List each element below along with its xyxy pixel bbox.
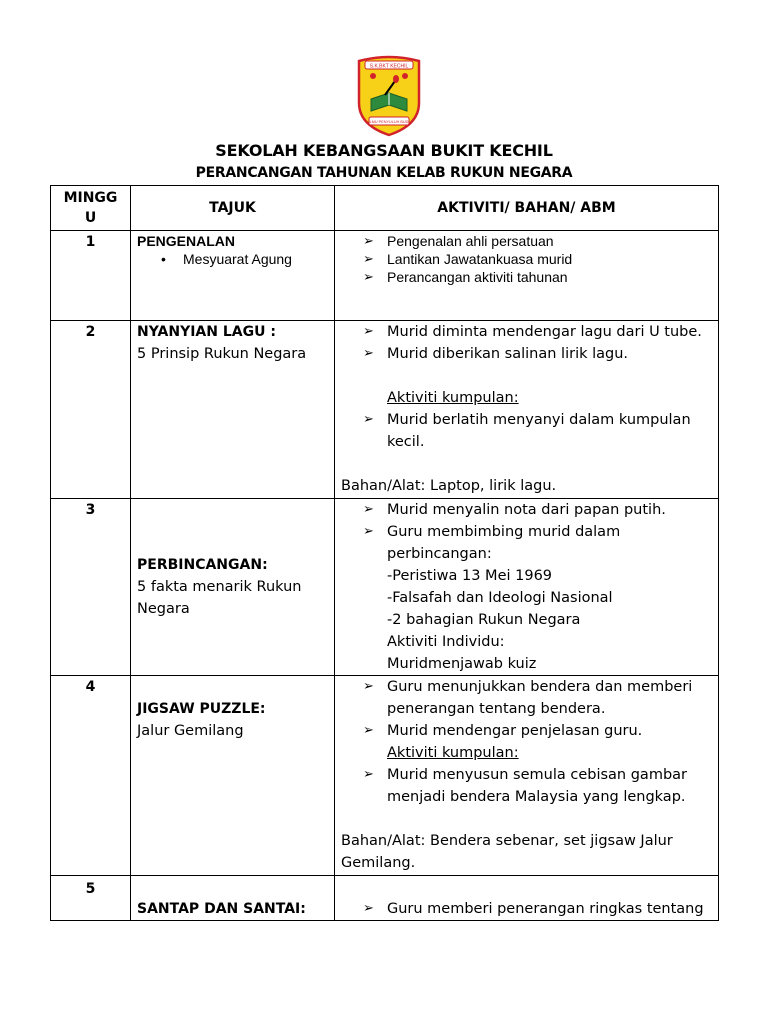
list-item: ➢ Murid diberikan salinan lirik lagu. xyxy=(341,343,712,365)
arrow-bullet-icon: ➢ xyxy=(363,412,374,427)
logo-flower-left xyxy=(370,73,376,79)
school-logo xyxy=(355,55,423,137)
list-item: • Mesyuarat Agung xyxy=(137,250,328,268)
group-activity-label: Aktiviti kumpulan: xyxy=(387,745,519,761)
arrow-bullet-icon: ➢ xyxy=(363,233,374,248)
table-row xyxy=(51,676,719,876)
activity-cell xyxy=(335,321,719,499)
arrow-bullet-icon: ➢ xyxy=(363,901,374,916)
activity-cell xyxy=(335,231,719,321)
svg-text:ILMU PENYULUH BUDI: ILMU PENYULUH BUDI xyxy=(368,120,410,124)
list-item: ➢ Guru membimbing murid dalam perbincangan: xyxy=(341,521,712,565)
topic-cell xyxy=(131,321,335,499)
document-title: PERANCANGAN TAHUNAN KELAB RUKUN NEGARA xyxy=(195,165,573,181)
list-item: ➢ Guru memberi penerangan ringkas tentang xyxy=(341,898,712,920)
topic-subtitle: 5 fakta menarik Rukun Negara xyxy=(137,579,302,617)
header-activity: AKTIVITI/ BAHAN/ ABM xyxy=(335,186,719,231)
topic-title: PENGENALAN xyxy=(137,233,236,249)
discussion-point: -2 bahagian Rukun Negara xyxy=(387,612,581,628)
list-item: ➢ Guru menunjukkan bendera dan memberi penerangan tentang bendera. xyxy=(341,676,712,720)
topic-cell xyxy=(131,499,335,676)
topic-title: SANTAP DAN SANTAI: xyxy=(137,901,306,917)
list-item: ➢ Murid diminta mendengar lagu dari U tube. xyxy=(341,321,712,343)
week-number: 5 xyxy=(51,876,131,921)
topic-subtitle: Jalur Gemilang xyxy=(137,723,244,739)
week-number: 4 xyxy=(51,676,131,876)
header-week: MINGGU xyxy=(51,186,131,231)
list-item: ➢ Murid menyusun semula cebisan gambar menjadi bendera Malaysia yang lengkap. xyxy=(341,764,712,808)
topic-cell xyxy=(131,876,335,921)
list-item: ➢ Pengenalan ahli persatuan xyxy=(363,233,554,249)
arrow-bullet-icon: ➢ xyxy=(363,269,374,284)
list-item: ➢ Perancangan aktiviti tahunan xyxy=(363,269,568,285)
topic-cell xyxy=(131,231,335,321)
activity-list xyxy=(341,898,712,920)
week-number: 2 xyxy=(51,321,131,499)
group-activity-list xyxy=(341,409,712,453)
list-item: ➢ Murid berlatih menyanyi dalam kumpulan kecil. xyxy=(341,409,712,453)
table-header-row xyxy=(51,186,719,231)
activity-cell xyxy=(335,499,719,676)
materials-text: Bahan/Alat: Bendera sebenar, set jigsaw Jalur Gemilang. xyxy=(341,833,673,871)
arrow-bullet-icon: ➢ xyxy=(363,251,374,266)
arrow-bullet-icon: ➢ xyxy=(363,723,374,738)
header-topic: TAJUK xyxy=(131,186,335,231)
activity-list xyxy=(341,321,712,365)
table-row xyxy=(51,499,719,676)
arrow-bullet-icon: ➢ xyxy=(363,679,374,694)
school-name: SEKOLAH KEBANGSAAN BUKIT KECHIL xyxy=(215,141,553,160)
arrow-bullet-icon: ➢ xyxy=(363,346,374,361)
activity-list xyxy=(341,676,712,742)
individual-activity: Muridmenjawab kuiz xyxy=(387,656,537,672)
topic-title: PERBINCANGAN: xyxy=(137,557,268,573)
topic-cell xyxy=(131,676,335,876)
list-item: ➢ Lantikan Jawatankuasa murid xyxy=(363,251,573,267)
arrow-bullet-icon: ➢ xyxy=(363,524,374,539)
annual-plan-table xyxy=(50,185,719,921)
logo-flower-right xyxy=(402,73,408,79)
list-item: ➢ Murid menyalin nota dari papan putih. xyxy=(341,499,712,521)
group-activity-list xyxy=(341,764,712,808)
topic-title: NYANYIAN LAGU : xyxy=(137,324,276,340)
activity-cell xyxy=(335,876,719,921)
activity-list xyxy=(341,499,712,565)
table-row xyxy=(51,321,719,499)
topic-subtitle: 5 Prinsip Rukun Negara xyxy=(137,346,307,362)
svg-text:S.K.BKT KECHIL: S.K.BKT KECHIL xyxy=(369,63,409,70)
table-row xyxy=(51,231,719,321)
arrow-bullet-icon: ➢ xyxy=(363,324,374,339)
table-row xyxy=(51,876,719,921)
discussion-point: -Falsafah dan Ideologi Nasional xyxy=(387,590,613,606)
week-number: 3 xyxy=(51,499,131,676)
activity-list xyxy=(341,231,712,286)
arrow-bullet-icon: ➢ xyxy=(363,502,374,517)
discussion-point: -Peristiwa 13 Mei 1969 xyxy=(387,568,553,584)
topic-title: JIGSAW PUZZLE: xyxy=(137,701,266,717)
topic-bullets xyxy=(137,250,328,268)
list-item: ➢ Murid mendengar penjelasan guru. xyxy=(341,720,712,742)
individual-activity-label: Aktiviti Individu: xyxy=(387,634,505,650)
week-number: 1 xyxy=(51,231,131,321)
materials-text: Bahan/Alat: Laptop, lirik lagu. xyxy=(341,478,557,494)
activity-cell xyxy=(335,676,719,876)
arrow-bullet-icon: ➢ xyxy=(363,767,374,782)
group-activity-label: Aktiviti kumpulan: xyxy=(387,390,519,406)
